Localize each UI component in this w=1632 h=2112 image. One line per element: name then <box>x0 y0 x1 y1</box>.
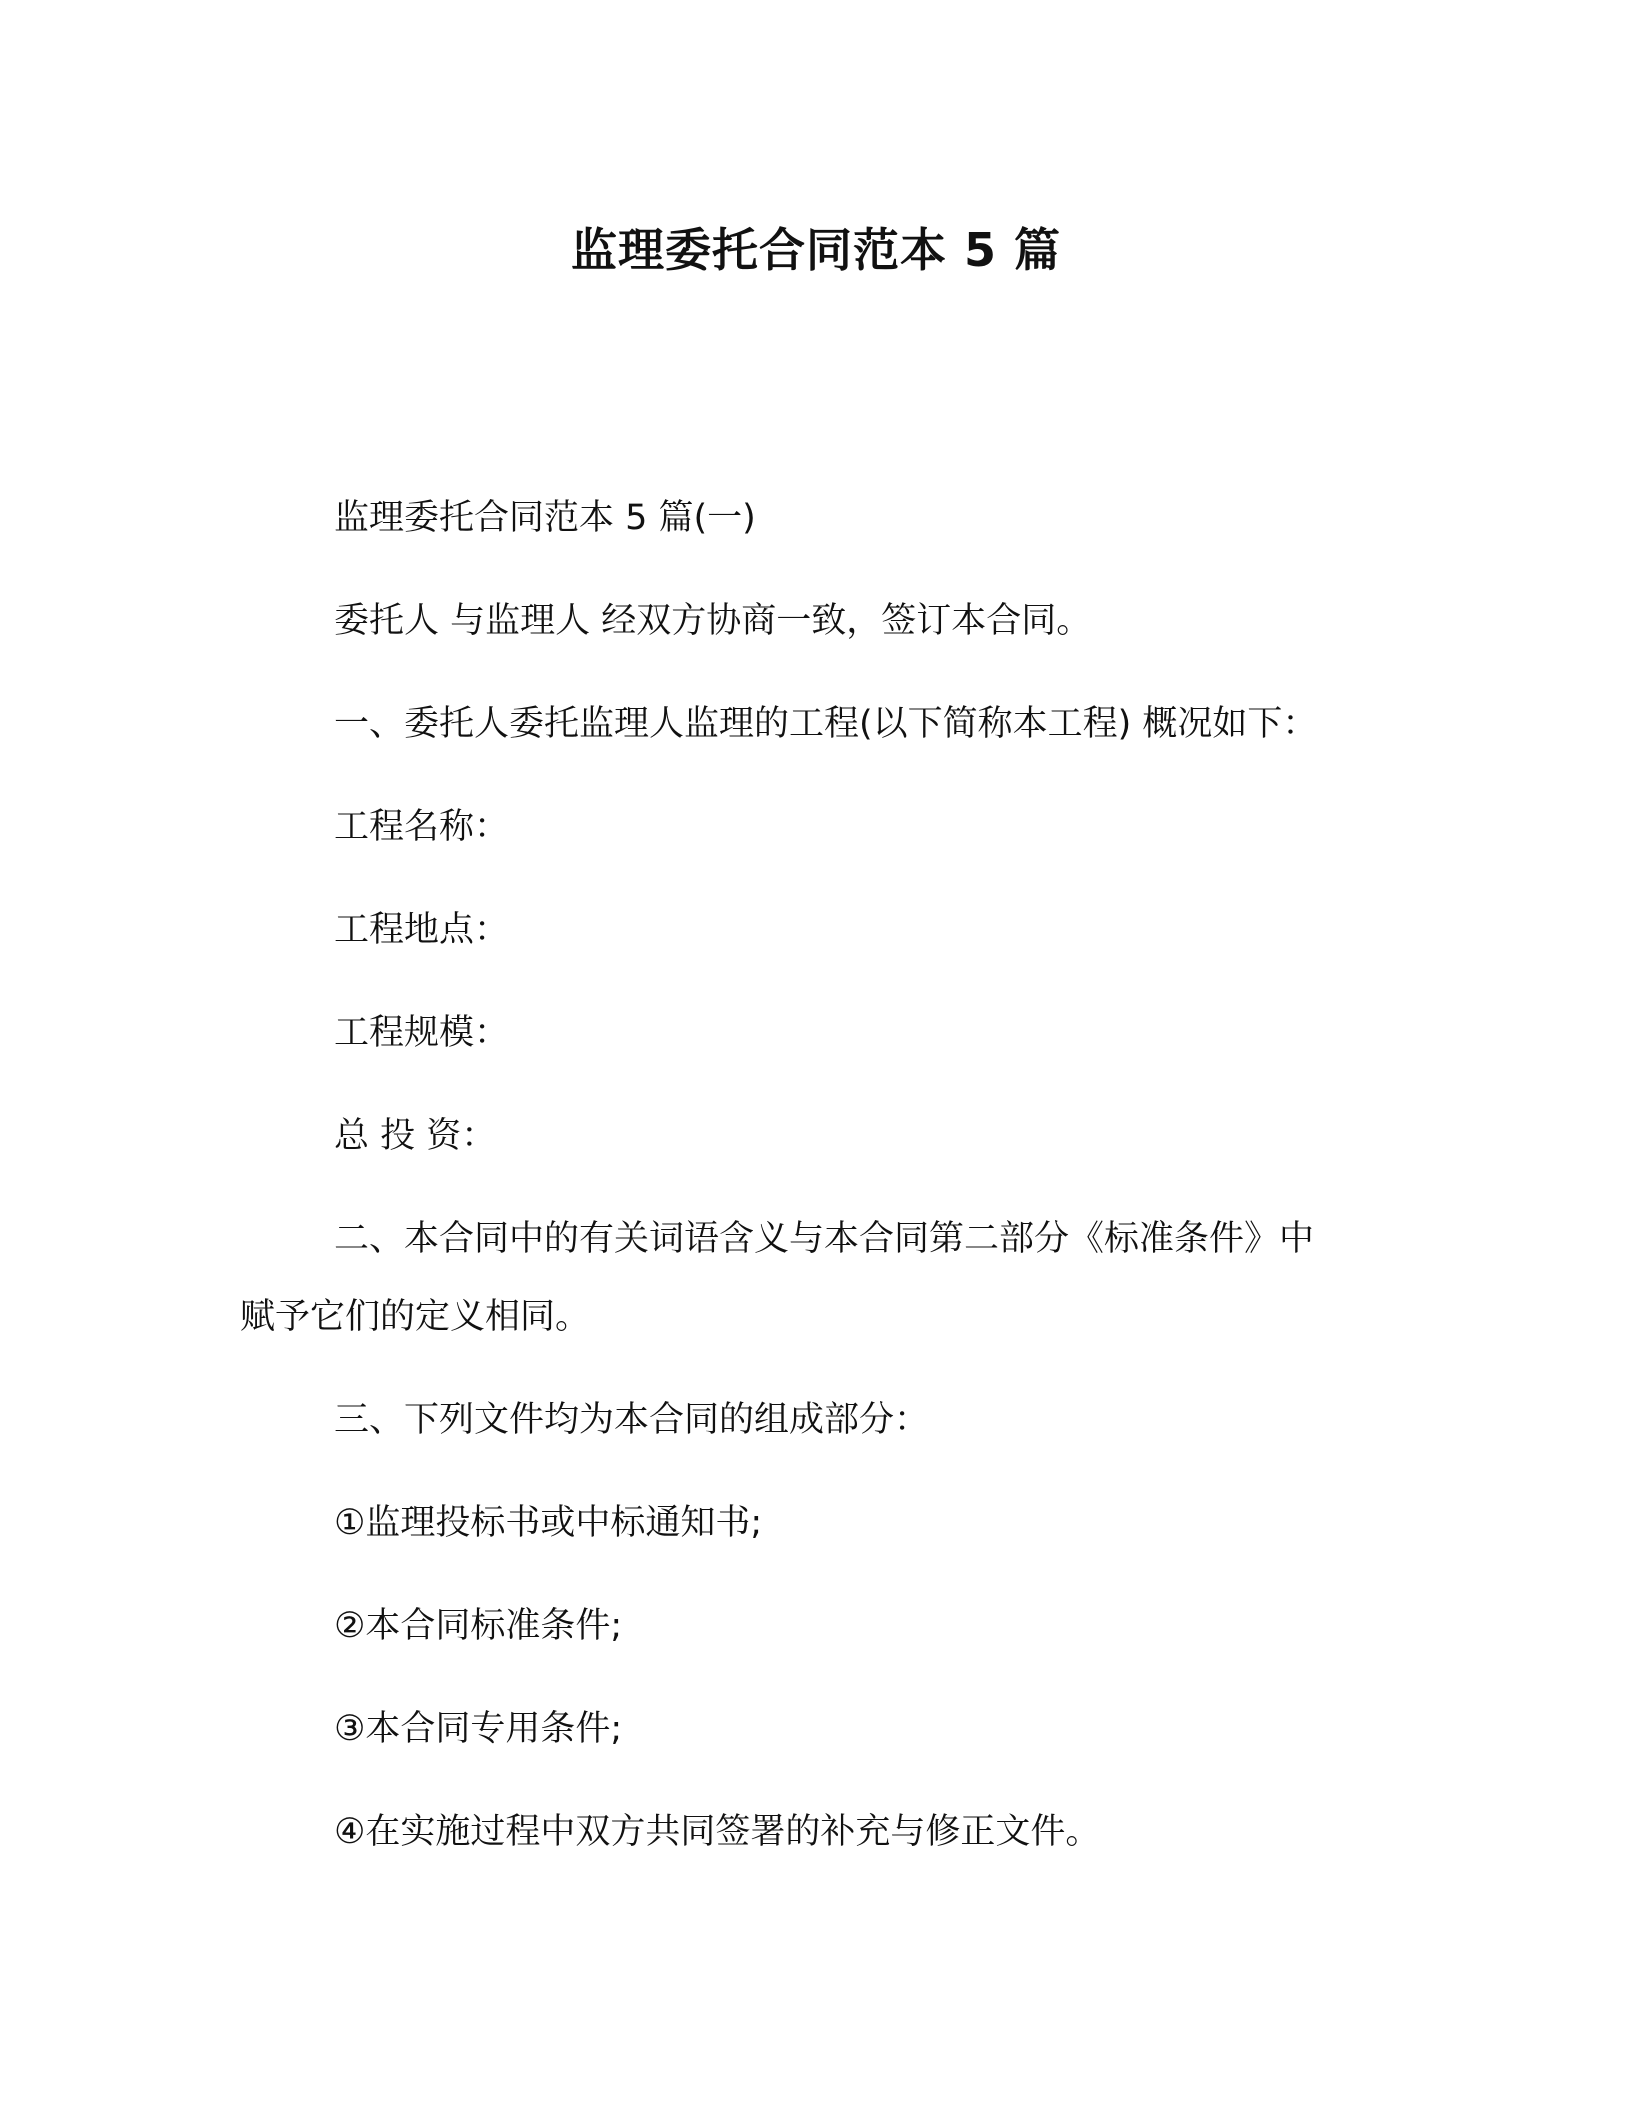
paragraph-clause-1: 一、委托人委托监理人监理的工程(以下简称本工程) 概况如下： <box>334 704 1318 744</box>
section-heading: 监理委托合同范本 5 篇(一) <box>334 498 756 538</box>
list-item-1: ①监理投标书或中标通知书; <box>334 1503 763 1543</box>
field-project-name: 工程名称： <box>334 807 510 847</box>
paragraph-clause-2-line-2: 赋予它们的定义相同。 <box>240 1297 591 1337</box>
paragraph-intro: 委托人 与监理人 经双方协商一致，签订本合同。 <box>334 601 1092 641</box>
field-total-investment: 总 投 资： <box>334 1116 497 1156</box>
document-title: 监理委托合同范本 5 篇 <box>570 223 1062 277</box>
list-item-2: ②本合同标准条件; <box>334 1606 623 1646</box>
field-project-location: 工程地点： <box>334 910 510 950</box>
field-project-scale: 工程规模： <box>334 1013 510 1053</box>
paragraph-clause-2-line-1: 二、本合同中的有关词语含义与本合同第二部分《标准条件》中 <box>334 1219 1315 1259</box>
list-item-4: ④在实施过程中双方共同签署的补充与修正文件。 <box>334 1812 1101 1852</box>
paragraph-clause-3: 三、下列文件均为本合同的组成部分： <box>334 1400 930 1440</box>
list-item-3: ③本合同专用条件; <box>334 1709 623 1749</box>
